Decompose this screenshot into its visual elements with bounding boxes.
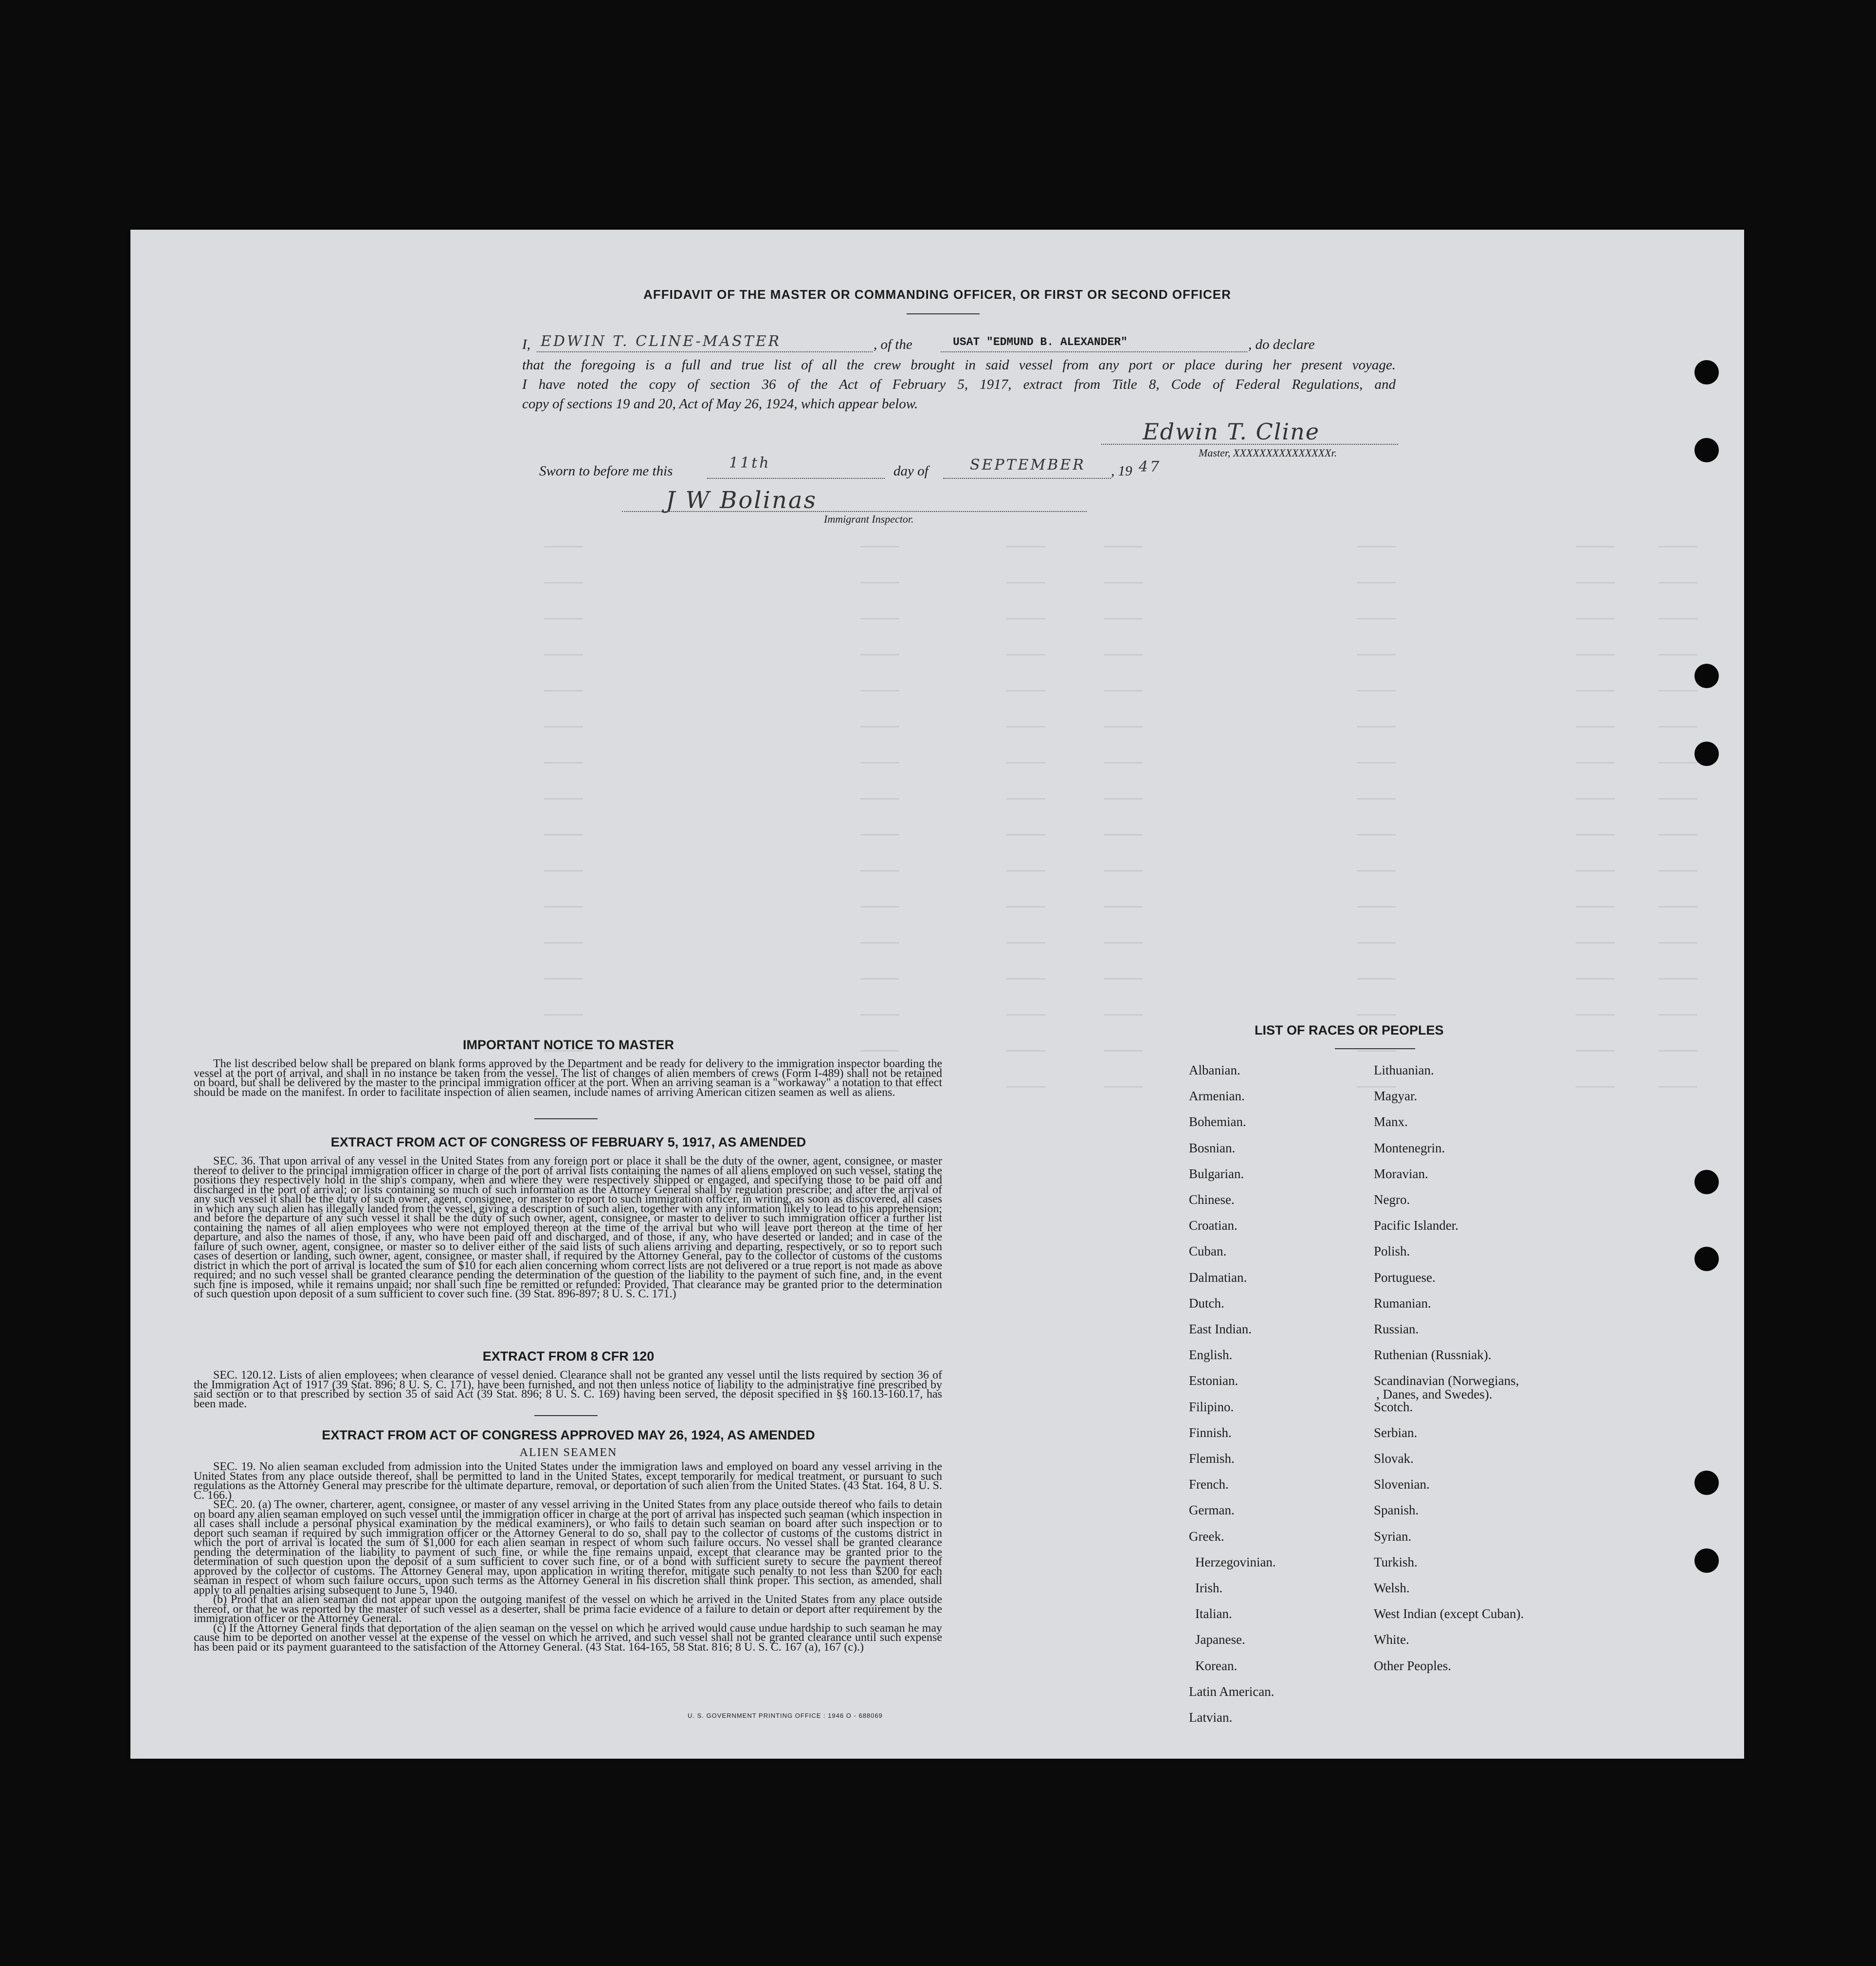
bleed-mark xyxy=(544,582,583,583)
race-item: Herzegovinian. xyxy=(1195,1554,1276,1569)
bleed-mark xyxy=(860,582,899,583)
sworn-label: Sworn to before me this xyxy=(539,463,673,479)
notice-heading: IMPORTANT NOTICE TO MASTER xyxy=(463,1038,674,1052)
race-item: Flemish. xyxy=(1189,1451,1235,1466)
race-item: German. xyxy=(1189,1503,1235,1518)
bleed-mark xyxy=(1658,906,1697,908)
bleed-mark xyxy=(1006,834,1045,836)
bleed-mark xyxy=(1006,690,1045,692)
bleed-mark xyxy=(1104,834,1143,836)
bleed-mark xyxy=(544,618,583,619)
bleed-mark xyxy=(544,690,583,692)
race-item: Italian. xyxy=(1195,1606,1232,1621)
bleed-mark xyxy=(1357,618,1396,619)
inspector-line xyxy=(622,511,1087,512)
bleed-mark xyxy=(544,978,583,980)
notice-text xyxy=(194,1059,942,1097)
bleed-mark xyxy=(1357,1014,1396,1016)
printer-imprint: U. S. GOVERNMENT PRINTING OFFICE : 1946 O - 688069 xyxy=(688,1712,883,1719)
race-item: Polish. xyxy=(1374,1244,1410,1259)
affidavit-line2: that the foregoing is a full and true list of all the crew brought in said vessel from any port or place during her present voyage. xyxy=(522,357,1396,373)
bleed-mark xyxy=(1006,726,1045,728)
sworn-year: 47 xyxy=(1139,458,1162,475)
bleed-mark xyxy=(1357,762,1396,764)
bleed-mark xyxy=(1357,546,1396,547)
race-item: Finnish. xyxy=(1189,1425,1232,1440)
race-item: West Indian (except Cuban). xyxy=(1374,1606,1524,1621)
divider-2 xyxy=(534,1415,598,1416)
bleed-mark xyxy=(860,618,899,619)
punch-hole xyxy=(1694,360,1719,384)
bleed-mark xyxy=(860,978,899,980)
bleed-mark xyxy=(544,798,583,800)
bleed-mark xyxy=(1357,978,1396,980)
i-label: I, xyxy=(522,337,530,352)
declarant-name: EDWIN T. CLINE-MASTER xyxy=(541,333,782,350)
do-declare-label: , do declare xyxy=(1248,337,1315,352)
bleed-mark xyxy=(1104,870,1143,872)
bleed-mark xyxy=(860,690,899,692)
bleed-mark xyxy=(860,654,899,655)
bleed-mark xyxy=(1006,906,1045,908)
punch-hole xyxy=(1694,1247,1719,1271)
bleed-mark xyxy=(1576,906,1615,908)
bleed-mark xyxy=(1576,942,1615,944)
extract1924-subheading: ALIEN SEAMEN xyxy=(519,1446,618,1459)
bleed-mark xyxy=(1576,546,1615,547)
extract1917-paragraph: SEC. 36. That upon arrival of any vessel in the United States from any foreign port or place it shall be the duty of the owner, agent, consignee, or master thereof to deliver to the principal immigration officer in charge of the port of arrival lists containing the names of all aliens employed on such vessel, stating the positions they respectively hold in the ship's company, when and where they were respectively shipped or engaged, and specifying those to be paid off and discharged in the port of arrival; or lists containing so much of such information as the Attorney General shall by regulation prescribe; and after the arrival of any such vessel it shall be the duty of such owner, agent, consignee, or master to report to such immigration officer, in writing, as soon as discovered, all cases in which any such alien has illegally landed from the vessel, giving a description of such alien, together with any information likely to lead to his apprehension; and before the departure of any such vessel it shall be the duty of such owner, agent, consignee, or master to deliver to such immigration officer a further list containing the names of all alien employees who were not employed thereon at the time of the arrival but who will leave port thereon at the time of her departure, and also the names of those, if any, who have been paid off and discharged, and of those, if any, who have deserted or landed; and in case of the failure of such owner, agent, consignee, or master so to deliver either of the said lists of such aliens arriving and departing, respectively, or so to report such cases of desertion or landing, such owner, agent, consignee, or master shall, if required by the Attorney General, pay to the collector of customs of the customs district in which the port of arrival is located the sum of $10 for each alien concerning whom correct lists are not delivered or a true report is not made as above required; and no such vessel shall be granted clearance pending the determination of the question of the liability to the payment of such fine, and, in the event such fine is imposed, while it remains unpaid; nor shall such fine be remitted or refunded: Provided, That clearance may be granted prior to the determination of such question upon deposit of a sum sufficient to cover such fine. (39 Stat. 896-897; 8 U. S. C. 171.) xyxy=(194,1155,942,1300)
bleed-mark xyxy=(860,1014,899,1016)
bleed-mark xyxy=(1576,1014,1615,1016)
extractcfr-heading: EXTRACT FROM 8 CFR 120 xyxy=(482,1349,655,1364)
bleed-mark xyxy=(1357,654,1396,655)
bleed-mark xyxy=(1006,654,1045,655)
bleed-mark xyxy=(1357,906,1396,908)
bleed-mark xyxy=(1006,546,1045,547)
race-item: Russian. xyxy=(1374,1322,1419,1336)
bleed-mark xyxy=(1658,870,1697,872)
bleed-mark xyxy=(860,870,899,872)
extractcfr-text xyxy=(194,1371,942,1409)
day-line xyxy=(707,478,885,479)
bleed-mark xyxy=(1658,1014,1697,1016)
race-item: White. xyxy=(1374,1632,1409,1647)
bleed-mark xyxy=(1658,978,1697,980)
race-item: Montenegrin. xyxy=(1374,1140,1445,1155)
sworn-month: SEPTEMBER xyxy=(970,456,1086,473)
bleed-mark xyxy=(1104,726,1143,728)
race-item: Japanese. xyxy=(1195,1632,1245,1647)
race-item: Spanish. xyxy=(1374,1503,1419,1518)
race-item: Serbian. xyxy=(1374,1425,1418,1440)
race-item: East Indian. xyxy=(1189,1322,1252,1336)
bleed-mark xyxy=(544,762,583,764)
bleed-mark xyxy=(544,726,583,728)
race-item: Portuguese. xyxy=(1374,1270,1436,1285)
race-item: Syrian. xyxy=(1374,1529,1412,1544)
declarant-line xyxy=(537,351,873,352)
race-item: Moravian. xyxy=(1374,1166,1428,1181)
bleed-mark xyxy=(544,654,583,655)
punch-hole xyxy=(1694,664,1719,688)
bleed-mark xyxy=(544,870,583,872)
races-divider xyxy=(1335,1048,1415,1049)
bleed-mark xyxy=(1104,690,1143,692)
bleed-mark xyxy=(1658,942,1697,944)
signature-line xyxy=(1101,444,1398,445)
bleed-mark xyxy=(1658,1050,1697,1052)
race-item: English. xyxy=(1189,1347,1233,1363)
bleed-mark xyxy=(860,726,899,728)
bleed-mark xyxy=(1104,1014,1143,1016)
bleed-mark xyxy=(1576,1050,1615,1052)
punch-hole xyxy=(1694,1471,1719,1495)
race-item: Dalmatian. xyxy=(1189,1270,1247,1285)
inspector-label: Immigrant Inspector. xyxy=(824,513,914,525)
bleed-mark xyxy=(860,798,899,800)
race-item: , Danes, and Swedes). xyxy=(1376,1387,1493,1402)
race-item: Estonian. xyxy=(1189,1373,1239,1388)
race-item: Bosnian. xyxy=(1189,1140,1236,1155)
bleed-mark xyxy=(1576,618,1615,619)
bleed-mark xyxy=(1658,654,1697,655)
race-item: French. xyxy=(1189,1477,1229,1492)
bleed-mark xyxy=(1006,978,1045,980)
bleed-mark xyxy=(544,1014,583,1016)
race-item: Irish. xyxy=(1195,1581,1223,1595)
bleed-mark xyxy=(544,942,583,944)
of-the-label: , of the xyxy=(874,337,912,352)
punch-hole xyxy=(1694,438,1719,462)
affidavit-line3: I have noted the copy of section 36 of the Act of February 5, 1917, extract from Title 8, Code of Federal Regulations, and xyxy=(522,377,1396,392)
bleed-mark xyxy=(1006,1086,1045,1088)
affidavit-heading: AFFIDAVIT OF THE MASTER OR COMMANDING OFFICER, OR FIRST OR SECOND OFFICER xyxy=(643,287,1231,302)
extract1924-heading: EXTRACT FROM ACT OF CONGRESS APPROVED MAY 26, 1924, AS AMENDED xyxy=(322,1428,815,1442)
bleed-mark xyxy=(1357,870,1396,872)
race-item: Korean. xyxy=(1195,1658,1238,1673)
bleed-mark xyxy=(1006,1050,1045,1052)
bleed-mark xyxy=(1104,654,1143,655)
bleed-mark xyxy=(1104,798,1143,800)
bleed-mark xyxy=(1658,618,1697,619)
extract1917-text xyxy=(194,1157,942,1299)
race-item: Ruthenian (Russniak). xyxy=(1374,1347,1492,1363)
bleed-mark xyxy=(1357,1086,1396,1088)
document-page xyxy=(130,230,1744,1759)
race-item: Scotch. xyxy=(1374,1399,1413,1414)
race-item: Negro. xyxy=(1374,1192,1410,1207)
bleed-mark xyxy=(1104,978,1143,980)
heading-divider xyxy=(907,313,980,314)
bleed-mark xyxy=(1357,582,1396,583)
extract1924-sec20c: (c) If the Attorney General finds that deportation of the alien seaman on the vessel on which he arrived would cause undue hardship to such seaman he may cause him to be deported on another vessel at the expense of the vessel on which he arrived, and such vessel shall not be granted clearance until such expense has been paid or its payment guaranteed to the satisfaction of the Attorney General. (43 Stat. 164-165, 58 Stat. 816; 8 U. S. C. 167 (a), 167 (c).) xyxy=(194,1621,942,1654)
bleed-mark xyxy=(1006,1014,1045,1016)
inspector-signature: J W Bolinas xyxy=(666,487,818,514)
bleed-mark xyxy=(860,546,899,547)
bleed-mark xyxy=(1006,798,1045,800)
bleed-mark xyxy=(1104,582,1143,583)
extract1917-heading: EXTRACT FROM ACT OF CONGRESS OF FEBRUARY 5, 1917, AS AMENDED xyxy=(330,1135,806,1149)
race-item: Turkish. xyxy=(1374,1554,1418,1569)
bleed-mark xyxy=(1006,942,1045,944)
race-item: Chinese. xyxy=(1189,1192,1235,1207)
year-prefix: , 19 xyxy=(1111,463,1132,479)
bleed-mark xyxy=(1104,1050,1143,1052)
bleed-mark xyxy=(1006,582,1045,583)
race-item: Latin American. xyxy=(1189,1684,1275,1699)
bleed-mark xyxy=(1576,654,1615,655)
bleed-mark xyxy=(1658,798,1697,800)
month-line xyxy=(943,478,1111,479)
bleed-mark xyxy=(1576,978,1615,980)
bleed-mark xyxy=(1576,870,1615,872)
bleed-mark xyxy=(1104,1086,1143,1088)
bleed-mark xyxy=(1576,1086,1615,1088)
bleed-mark xyxy=(544,546,583,547)
extract1924-sec20b: (b) Proof that an alien seaman did not appear upon the outgoing manifest of the vessel on which he arrived in the United States from any place outside thereof, or that he was reported by the master of such vessel as a deserter, shall be prima facie evidence of a failure to detain or deport after requirement by the immigration officer or the Attorney General. xyxy=(194,1593,942,1625)
race-item: Greek. xyxy=(1189,1529,1224,1544)
bleed-mark xyxy=(1658,582,1697,583)
race-item: Pacific Islander. xyxy=(1374,1218,1458,1233)
extractcfr-paragraph: SEC. 120.12. Lists of alien employees; when clearance of vessel denied. Clearance shall not be granted any vessel until the lists required by section 36 of the Immigration Act of 1917 (39 Stat. 896; 8 U. S. C. 171), have been furnished, and not then unless notice of liability to the administrative fine prescribed by said section or to that prescribed by section 35 of said Act (39 Stat. 896; 8 U. S. C. 169) having been served, the deposit specified in §§ 160.13-160.17, has been made. xyxy=(194,1369,942,1410)
races-heading: LIST OF RACES OR PEOPLES xyxy=(1255,1023,1444,1038)
bleed-mark xyxy=(1104,618,1143,619)
sworn-day: 11th xyxy=(729,455,771,472)
bleed-mark xyxy=(1576,798,1615,800)
divider-1 xyxy=(534,1118,598,1119)
bleed-mark xyxy=(1658,726,1697,728)
punch-hole xyxy=(1694,1170,1719,1194)
bleed-mark xyxy=(1104,762,1143,764)
race-item: Welsh. xyxy=(1374,1581,1410,1595)
race-item: Croatian. xyxy=(1189,1218,1238,1233)
bleed-mark xyxy=(860,834,899,836)
race-item: Armenian. xyxy=(1189,1089,1245,1104)
race-item: Albanian. xyxy=(1189,1063,1240,1077)
race-item: Bulgarian. xyxy=(1189,1166,1244,1181)
extract1924-text xyxy=(194,1462,942,1652)
bleed-mark xyxy=(544,906,583,908)
race-item: Latvian. xyxy=(1189,1710,1233,1725)
race-item: Filipino. xyxy=(1189,1399,1234,1414)
race-item: Scandinavian (Norwegians, xyxy=(1374,1373,1519,1388)
bleed-mark xyxy=(1104,906,1143,908)
race-item: Lithuanian. xyxy=(1374,1063,1434,1077)
bleed-mark xyxy=(1357,690,1396,692)
affidavit-line4: copy of sections 19 and 20, Act of May 26, 1924, which appear below. xyxy=(522,396,918,412)
bleed-mark xyxy=(544,834,583,836)
race-item: Slovenian. xyxy=(1374,1477,1430,1492)
extract1924-sec20a: SEC. 20. (a) The owner, charterer, agent, consignee, or master of any vessel arriving in the United States from any place outside thereof who fails to detain on board any alien seaman employed on such vessel until the immigration officer in charge at the port of arrival has inspected such seaman (which inspection in all cases shall include a personal physical examination by the medical examiners), or who fails to detain such seaman on board after such inspection or to deport such seaman if required by such immigration officer or the Attorney General to do so, shall pay to the collector of customs of the customs district in which the port of arrival is located the sum of $1,000 for each alien seaman in respect of whom such failure occurs. No vessel shall be granted clearance pending the determination of the liability to payment of such fine, or while the fine remains unpaid, except that clearance may be granted prior to the determination of such question upon the deposit of a sum sufficient to cover such fine, or of a bond with sufficient surety to secure the payment thereof approved by the collector of customs. The Attorney General may, upon application in writing therefor, mitigate such penalty to not less than $200 for each seaman in respect of whom such failure occurs, upon such terms as the Attorney General in his discretion shall think proper. This section, as amended, shall apply to all penalties arising subsequent to June 5, 1940. xyxy=(194,1498,942,1597)
notice-paragraph: The list described below shall be prepared on blank forms approved by the Department and be ready for delivery to the immigration inspector boarding the vessel at the port of arrival, and shall in no instance be taken from the vessel. The list of changes of alien members of crews (Form I-489) shall not be retained on board, but shall be delivered by the master to the principal immigration officer at the port. When an arriving seaman is a "workaway" a notation to that effect should be made on the manifest. In order to facilitate inspection of alien seamen, include names of arriving American citizen seamen as well as aliens. xyxy=(194,1057,942,1099)
bleed-mark xyxy=(1658,546,1697,547)
race-item: Cuban. xyxy=(1189,1244,1227,1259)
bleed-mark xyxy=(1658,690,1697,692)
punch-hole xyxy=(1694,1548,1719,1573)
race-item: Magyar. xyxy=(1374,1089,1418,1104)
race-item: Other Peoples. xyxy=(1374,1658,1451,1673)
bleed-mark xyxy=(860,762,899,764)
bleed-mark xyxy=(1357,834,1396,836)
bleed-mark xyxy=(1576,834,1615,836)
bleed-mark xyxy=(1658,762,1697,764)
race-item: Slovak. xyxy=(1374,1451,1414,1466)
vessel-line xyxy=(941,351,1247,352)
bleed-mark xyxy=(1576,582,1615,583)
bleed-mark xyxy=(1576,690,1615,692)
bleed-mark xyxy=(1576,726,1615,728)
race-item: Manx. xyxy=(1374,1114,1408,1129)
bleed-mark xyxy=(1357,1050,1396,1052)
bleed-mark xyxy=(1576,762,1615,764)
bleed-mark xyxy=(1357,726,1396,728)
bleed-mark xyxy=(860,906,899,908)
vessel-name: USAT "EDMUND B. ALEXANDER" xyxy=(953,336,1128,348)
race-item: Dutch. xyxy=(1189,1295,1224,1311)
race-item: Bohemian. xyxy=(1189,1114,1246,1129)
bleed-mark xyxy=(1658,834,1697,836)
master-label: Master, XXXXXXXXXXXXXXXr. xyxy=(1199,447,1337,459)
bleed-mark xyxy=(1658,1086,1697,1088)
bleed-mark xyxy=(1006,618,1045,619)
bleed-mark xyxy=(1104,942,1143,944)
punch-hole xyxy=(1694,742,1719,766)
master-signature: Edwin T. Cline xyxy=(1143,419,1320,445)
extract1924-sec19: SEC. 19. No alien seaman excluded from admission into the United States under the immigration laws and employed on board any vessel arriving in the United States from any place outside thereof, shall be permitted to land in the United States, except temporarily for medical treatment, or pursuant to such regulations as the Attorney General may prescribe for the ultimate departure, removal, or deportation of such alien from the United States. (43 Stat. 164, 8 U. S. C. 166.) xyxy=(194,1460,942,1502)
bleed-mark xyxy=(1006,762,1045,764)
bleed-mark xyxy=(1357,798,1396,800)
bleed-mark xyxy=(1357,942,1396,944)
day-of-label: day of xyxy=(893,463,929,479)
bleed-mark xyxy=(860,942,899,944)
bleed-mark xyxy=(1104,546,1143,547)
race-item: Rumanian. xyxy=(1374,1295,1431,1311)
bleed-mark xyxy=(1006,870,1045,872)
